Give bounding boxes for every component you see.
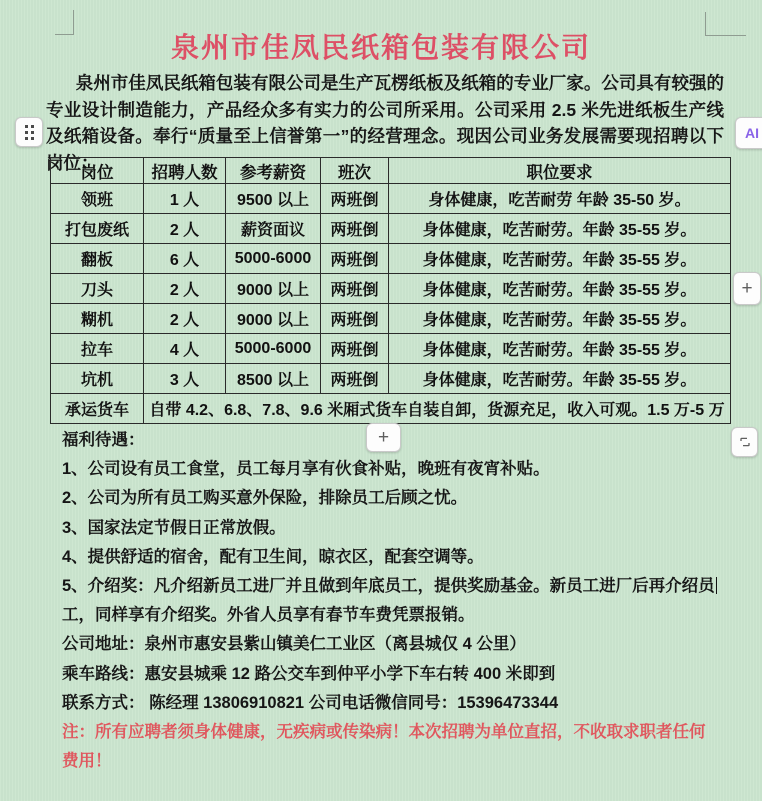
benefits-heading: 福利待遇： [62, 431, 145, 449]
cell-headcount: 6 人 [144, 244, 226, 274]
cell-salary: 8500 以上 [226, 364, 321, 394]
ai-assistant-button[interactable]: AI [735, 117, 762, 149]
table-header-row [51, 158, 731, 184]
cell-salary: 9000 以上 [226, 274, 321, 304]
plus-icon: + [741, 278, 753, 299]
table-row [51, 184, 731, 214]
header-salary: 参考薪资 [226, 158, 321, 184]
table-row-truck [51, 394, 731, 424]
cell-headcount: 2 人 [144, 304, 226, 334]
company-address: 公司地址：泉州市惠安县紫山镇美仁工业区（离县城仅 4 公里） [62, 635, 526, 654]
insert-row-below-button[interactable] [366, 423, 401, 452]
cell-requirements: 身体健康，吃苦耐劳。年龄 35-55 岁。 [389, 214, 731, 244]
recruitment-note-line2: 费用！ [62, 752, 112, 771]
recruitment-note-line1: 注：所有应聘者须身体健康，无疾病或传染病！本次招聘为单位直招，不收取求职者任何 [62, 723, 706, 742]
table-row [51, 334, 731, 364]
plus-icon: + [377, 427, 390, 448]
header-headcount: 招聘人数 [144, 158, 226, 184]
cell-position: 拉车 [51, 334, 144, 364]
insert-row-side-button[interactable] [733, 272, 761, 305]
cell-shift: 两班倒 [321, 364, 389, 394]
cell-position: 翻板 [51, 244, 144, 274]
document-body-text [62, 426, 730, 776]
header-shift: 班次 [321, 158, 389, 184]
cell-shift: 两班倒 [321, 184, 389, 214]
cell-position: 领班 [51, 184, 144, 214]
cell-salary: 5000-6000 [226, 334, 321, 364]
table-row [51, 244, 731, 274]
benefit-item: 4、提供舒适的宿舍，配有卫生间，晾衣区，配套空调等。 [62, 547, 484, 566]
cell-position: 承运货车 [51, 394, 144, 424]
cell-headcount: 3 人 [144, 364, 226, 394]
cell-position: 坑机 [51, 364, 144, 394]
header-requirements: 职位要求 [389, 158, 731, 184]
cell-shift: 两班倒 [321, 274, 389, 304]
benefit-item: 2、公司为所有员工购买意外保险，排除员工后顾之忧。 [62, 489, 468, 508]
cell-requirements: 身体健康，吃苦耐劳 年龄 35-50 岁。 [389, 184, 731, 214]
cell-position: 打包废纸 [51, 214, 144, 244]
cell-salary: 9500 以上 [226, 184, 321, 214]
cell-salary: 5000-6000 [226, 244, 321, 274]
benefit-item [62, 572, 730, 601]
benefit-item: 1、公司设有员工食堂，员工每月享有伙食补贴，晚班有夜宵补贴。 [62, 460, 550, 479]
contact-info: 联系方式： 陈经理 13806910821 公司电话微信同号：15396473344 [62, 693, 559, 712]
company-intro-paragraph: 泉州市佳凤民纸箱包装有限公司是生产瓦楞纸板及纸箱的专业厂家。公司具有较强的专业设计制造能力，产品经众多有实力的公司所采用。公司采用 2.5 米先进纸板生产线及纸箱设备。奉行“质量至上信誉第一”的经营理念。现因公司业务发展需要现招聘以下岗位： [46, 73, 724, 173]
cell-shift: 两班倒 [321, 334, 389, 364]
cell-requirements: 身体健康，吃苦耐劳。年龄 35-55 岁。 [389, 364, 731, 394]
cell-salary: 薪资面议 [226, 214, 321, 244]
cell-shift: 两班倒 [321, 304, 389, 334]
resize-corners-icon [738, 435, 752, 449]
table-row [51, 274, 731, 304]
cell-requirements: 身体健康，吃苦耐劳。年龄 35-55 岁。 [389, 274, 731, 304]
table-row [51, 304, 731, 334]
cell-headcount: 4 人 [144, 334, 226, 364]
cell-salary: 9000 以上 [226, 304, 321, 334]
table-row [51, 214, 731, 244]
cell-requirements: 身体健康，吃苦耐劳。年龄 35-55 岁。 [389, 304, 731, 334]
resize-table-button[interactable] [731, 427, 758, 457]
bus-route: 乘车路线：惠安县城乘 12 路公交车到仲平小学下车右转 400 米即到 [62, 664, 556, 683]
benefit-item: 3、国家法定节假日正常放假。 [62, 518, 286, 537]
six-dot-grip-icon [25, 125, 34, 140]
cell-truck-detail: 自带 4.2、6.8、7.8、9.6 米厢式货车自装自卸，货源充足，收入可观。1.5 万-5 万 [144, 394, 731, 424]
table-row [51, 364, 731, 394]
company-title: 泉州市佳凤民纸箱包装有限公司 [170, 32, 591, 63]
benefit-item-text: 5、介绍奖：凡介绍新员工进厂并且做到年底员工，提供奖励基金。新员工进厂后再介绍员 [62, 577, 715, 596]
cell-shift: 两班倒 [321, 244, 389, 274]
cell-requirements: 身体健康，吃苦耐劳。年龄 35-55 岁。 [389, 334, 731, 364]
drag-handle-button[interactable] [15, 117, 43, 147]
cell-position: 糊机 [51, 304, 144, 334]
cell-requirements: 身体健康，吃苦耐劳。年龄 35-55 岁。 [389, 244, 731, 274]
text-cursor [716, 577, 717, 594]
job-positions-table [50, 157, 731, 424]
header-position: 岗位 [51, 158, 144, 184]
cell-shift: 两班倒 [321, 214, 389, 244]
cell-position: 刀头 [51, 274, 144, 304]
benefit-item-wrap: 工，同样享有介绍奖。外省人员享有春节车费凭票报销。 [62, 606, 475, 625]
cell-headcount: 2 人 [144, 274, 226, 304]
cell-headcount: 1 人 [144, 184, 226, 214]
cell-headcount: 2 人 [144, 214, 226, 244]
